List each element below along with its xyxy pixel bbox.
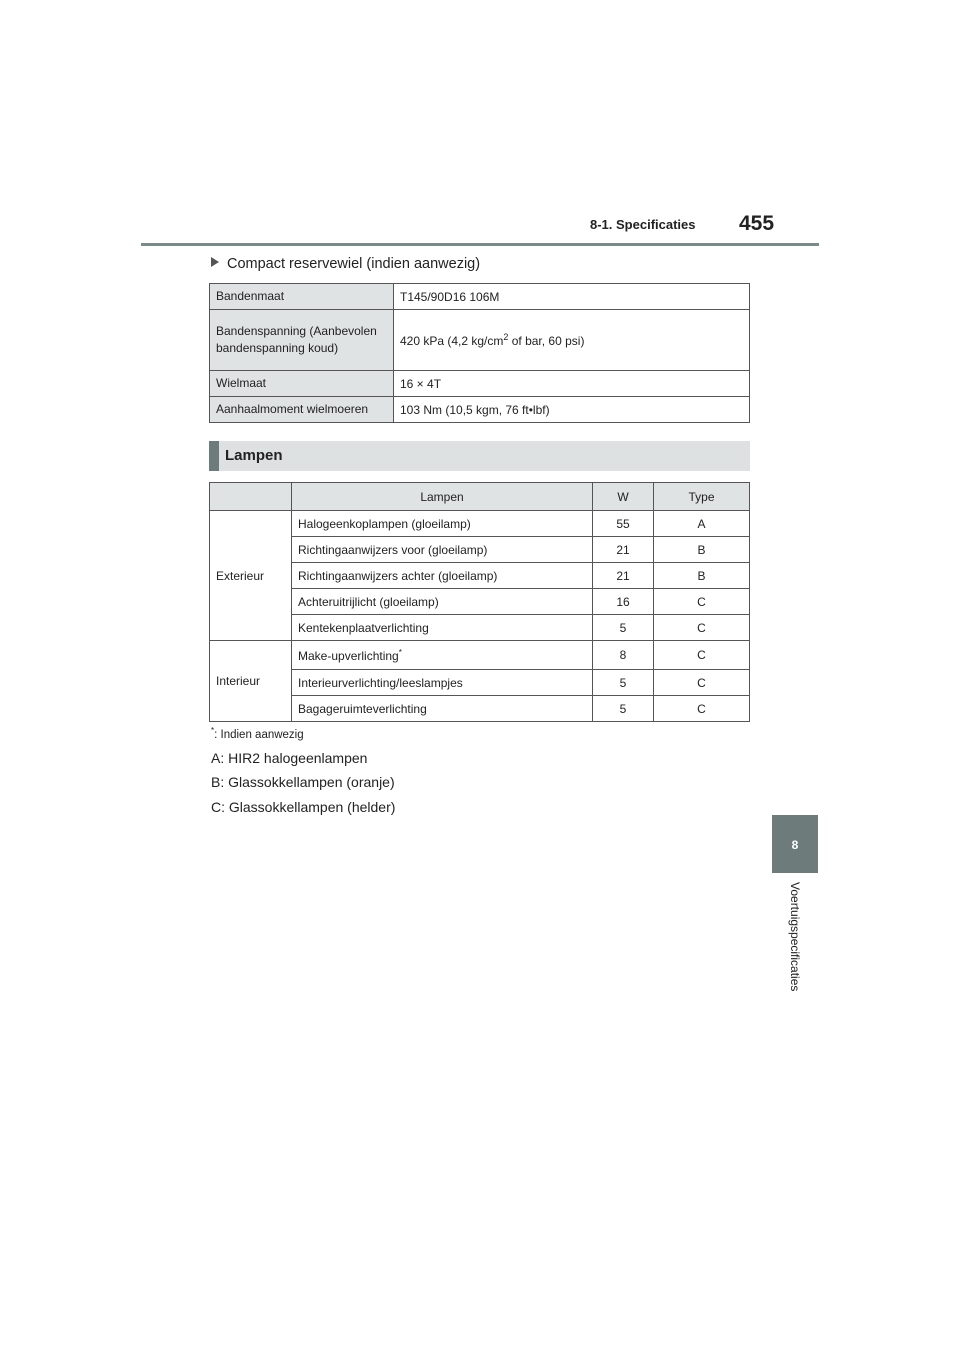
pressure-value-pre: 420 kPa (4,2 kg/cm	[400, 334, 504, 348]
chapter-tab	[772, 815, 818, 873]
pressure-value-sup: 2	[503, 332, 509, 342]
lamp-type: C	[654, 615, 750, 641]
lamp-name: Richtingaanwijzers voor (gloeilamp)	[292, 537, 593, 563]
footnote	[211, 726, 304, 741]
footnote-text: : Indien aanwezig	[214, 728, 304, 741]
lamp-type: B	[654, 537, 750, 563]
lamp-name: Bagageruimteverlichting	[292, 696, 593, 722]
pressure-value-post: of bar, 60 psi)	[508, 334, 585, 348]
spare-wheel-heading	[211, 256, 480, 272]
table-row	[210, 397, 750, 423]
header-divider	[141, 243, 819, 246]
lamp-watt: 21	[593, 537, 654, 563]
table-row	[210, 371, 750, 397]
row-label: Bandenmaat	[210, 284, 394, 310]
lamp-name: Achteruitrijlicht (gloeilamp)	[292, 589, 593, 615]
row-value: 103 Nm (10,5 kgm, 76 ft•lbf)	[394, 397, 750, 423]
row-label: Bandenspanning (Aanbevolen bandenspanning koud)	[210, 310, 394, 371]
lamp-watt: 21	[593, 563, 654, 589]
column-header-type: Type	[654, 483, 750, 511]
legend-item: A: HIR2 halogeenlampen	[211, 750, 368, 766]
chapter-number: 8	[791, 838, 799, 852]
lamps-table	[209, 482, 750, 722]
row-value: T145/90D16 106M	[394, 284, 750, 310]
row-label: Wielmaat	[210, 371, 394, 397]
lamp-type: C	[654, 696, 750, 722]
row-value	[394, 310, 750, 371]
group-label-interior: Interieur	[210, 641, 292, 722]
lamp-name: Interieurverlichting/leeslampjes	[292, 670, 593, 696]
legend-item: B: Glassokkellampen (oranje)	[211, 774, 395, 790]
heading-accent-bar	[209, 441, 219, 471]
footnote-mark: *	[211, 726, 215, 735]
lamp-watt: 5	[593, 670, 654, 696]
group-label-exterior: Exterieur	[210, 511, 292, 641]
lamps-section-heading	[209, 441, 750, 471]
table-row	[210, 641, 750, 670]
lamp-watt: 5	[593, 615, 654, 641]
lamp-type: C	[654, 589, 750, 615]
triangle-bullet-icon	[211, 257, 219, 267]
table-header-row	[210, 483, 750, 511]
spare-wheel-heading-text: Compact reservewiel (indien aanwezig)	[227, 256, 481, 272]
spare-wheel-table	[209, 283, 750, 423]
lamp-type: A	[654, 511, 750, 537]
lamp-type: C	[654, 641, 750, 670]
lamp-watt: 16	[593, 589, 654, 615]
lamp-type: C	[654, 670, 750, 696]
lamp-watt: 8	[593, 641, 654, 670]
lamp-name: Richtingaanwijzers achter (gloeilamp)	[292, 563, 593, 589]
column-header-watt: W	[593, 483, 654, 511]
lamp-type: B	[654, 563, 750, 589]
section-title: 8-1. Specificaties	[590, 217, 696, 232]
table-row	[210, 511, 750, 537]
row-value: 16 × 4T	[394, 371, 750, 397]
lamp-name: Kentekenplaatverlichting	[292, 615, 593, 641]
column-header-lamp: Lampen	[292, 483, 593, 511]
page-number: 455	[739, 212, 775, 235]
column-header-group	[210, 483, 292, 511]
footnote-mark: *	[398, 647, 402, 657]
lamp-watt: 55	[593, 511, 654, 537]
legend-item: C: Glassokkellampen (helder)	[211, 799, 396, 815]
lamp-name	[292, 641, 593, 670]
chapter-label: Voertuigspecificaties	[788, 882, 802, 992]
row-label: Aanhaalmoment wielmoeren	[210, 397, 394, 423]
lamps-section-title: Lampen	[225, 447, 283, 464]
table-row	[210, 284, 750, 310]
table-row	[210, 310, 750, 371]
lamp-name: Halogeenkoplampen (gloeilamp)	[292, 511, 593, 537]
lamp-watt: 5	[593, 696, 654, 722]
lamp-name-text: Make-upverlichting	[298, 648, 399, 663]
